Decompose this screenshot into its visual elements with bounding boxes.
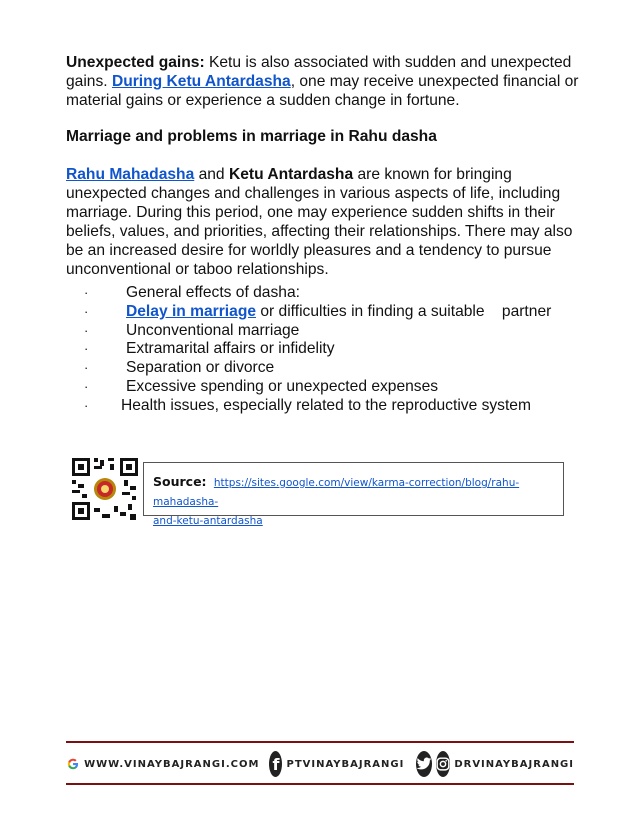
bullet-dot: · [84, 378, 89, 394]
unexpected-gains-text-a: Ketu is also associated with sudden and unexpected gains. [66, 54, 572, 90]
bullet-dot: · [84, 322, 89, 338]
paragraph-rahu-mahadasha [66, 165, 586, 279]
paragraph-unexpected-gains [66, 53, 586, 110]
delay-in-marriage-link[interactable]: Delay in marriage [126, 302, 257, 320]
list-item: · Delay in marriage or difficulties in finding a suitable partner [84, 302, 552, 320]
google-icon[interactable] [66, 750, 80, 778]
footer-divider-bottom [66, 783, 574, 785]
list-item: · Separation or divorce [84, 359, 275, 377]
list-item: · General effects of dasha: [84, 284, 300, 301]
list-item: · Health issues, especially related to the reproductive system [84, 396, 531, 414]
bullet-dot: · [84, 397, 89, 413]
ketu-antardasha-bold: Ketu Antardasha [228, 166, 354, 183]
rahu-text-b: are known for bringing unexpected changes and challenges in various aspects of life, including marriage. During this period, one may experience sudden shifts in their beliefs, values, and priorities, affecting their relationships. There may also be an increased desire for worldly pleasures and a tendency to pursue unconventional or taboo relationships. [66, 166, 573, 278]
twitter-icon[interactable] [416, 751, 432, 777]
source-box [143, 462, 564, 527]
unexpected-gains-lead: Unexpected gains: [66, 54, 205, 71]
bullet-dot: · [84, 303, 89, 319]
footer-website[interactable]: WWW.VINAYBAJRANGI.COM [84, 758, 260, 770]
effects-list [84, 284, 584, 416]
footer-facebook[interactable]: PTVINAYBAJRANGI [286, 758, 405, 770]
list-item: · Excessive spending or unexpected expenses [84, 377, 439, 395]
bullet-dot: · [84, 285, 89, 300]
source-url-link[interactable]: https://sites.google.com/view/karma-correction/blog/rahu-mahadasha- and-ketu-antardasha [153, 477, 520, 527]
source-label: Source: [153, 474, 207, 489]
footer-bar [66, 749, 574, 779]
unexpected-gains-text-b: , one may receive unexpected financial or material gains or experience a sudden change in fortune. [66, 73, 579, 109]
instagram-icon[interactable] [436, 751, 450, 777]
footer-divider-top [66, 741, 574, 743]
facebook-icon[interactable]: f [269, 751, 282, 777]
footer-twitter-instagram[interactable]: DRVINAYBAJRANGI [454, 758, 574, 770]
bullet-dot: · [84, 360, 89, 376]
rahu-text-a: and [194, 166, 229, 183]
section-heading: Marriage and problems in marriage in Rahu dasha [66, 128, 437, 145]
rahu-mahadasha-link[interactable]: Rahu Mahadasha [66, 166, 195, 183]
bullet-dot: · [84, 341, 89, 357]
during-ketu-antardasha-link[interactable]: During Ketu Antardasha [111, 73, 291, 90]
list-item: · Unconventional marriage [84, 321, 300, 339]
list-item: · Extramarital affairs or infidelity [84, 340, 335, 358]
qr-code-icon[interactable] [70, 456, 140, 522]
